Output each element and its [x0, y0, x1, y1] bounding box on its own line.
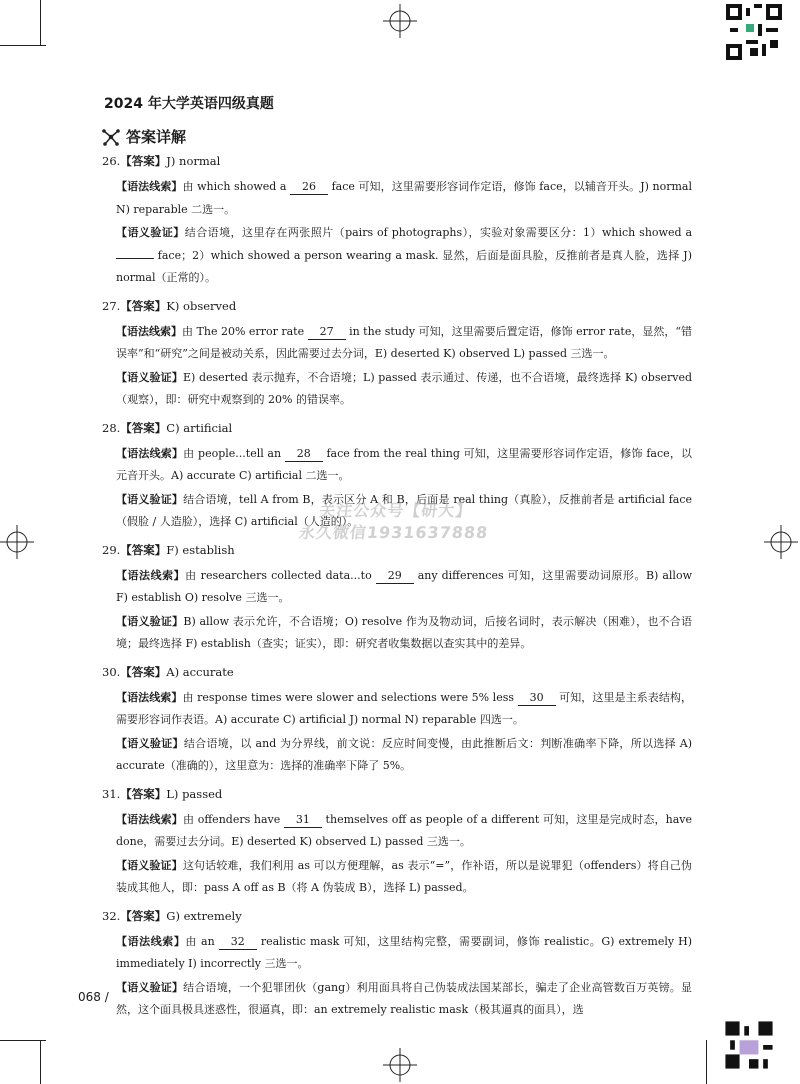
explanation-paragraph	[102, 611, 692, 656]
paragraph-tag: 【语法线索】	[116, 180, 183, 193]
paragraph-text: 由 people...tell an	[183, 446, 285, 460]
explanation-paragraph	[102, 443, 692, 488]
explanation-paragraph	[102, 855, 692, 900]
explanation-paragraph	[102, 176, 692, 221]
paragraph-text: 可知，这里是主系表结构，需要形容词作表语。A) accurate C) artificial J) normal N) reparable 四选一。	[116, 690, 693, 726]
molecule-icon	[102, 128, 120, 146]
paragraph-text: face；2）which showed a person wearing a mask. 显然，后面是面具脸，反推前者是真人脸，选择 J) normal（正常的）。	[116, 248, 692, 284]
paragraph-tag: 【语法线索】	[116, 690, 183, 704]
crop-mark	[0, 45, 46, 46]
answer-tag: 【答案】	[120, 298, 167, 313]
answer-value: G) extremely	[166, 908, 242, 923]
paragraph-text: 由 researchers collected data...to	[185, 568, 376, 582]
answer-tag: 【答案】	[120, 420, 167, 435]
watermark-line: 永久微信1931637888	[297, 523, 490, 542]
watermark	[298, 500, 492, 544]
question-number: 26.	[102, 154, 121, 168]
section-heading	[102, 126, 186, 147]
crop-mark	[40, 1040, 41, 1084]
answer-value: J) normal	[166, 154, 221, 168]
paragraph-text: in the study 可知，这里需要后置定语，修饰 error rate，显然，“错误率”和“研究”之间是被动关系，因此需要过去分词，E) deserted K) observed L) passed 三选一。	[116, 324, 692, 360]
answer-item	[102, 542, 692, 656]
question-number: 31.	[102, 786, 121, 801]
page-number: 068 /	[78, 990, 109, 1004]
paragraph-text: 结合语境，一个犯罪团伙（gang）利用面具将自己伪装成法国某部长，骗走了企业高管数百万英镑。显然，这个面具极具迷惑性，很逼真，即：an extremely realistic mask（极其逼真的面具），选	[116, 980, 692, 1016]
explanation-paragraph	[102, 977, 692, 1022]
blank: 31	[284, 813, 322, 828]
answer-tag: 【答案】	[120, 154, 167, 168]
answer-tag: 【答案】	[120, 664, 167, 679]
registration-mark-icon	[383, 4, 417, 38]
question-number: 32.	[102, 908, 121, 923]
explanation-paragraph	[102, 367, 692, 412]
explanation-paragraph	[102, 565, 692, 610]
paragraph-text: 由 which showed a	[182, 180, 291, 193]
blank: 29	[376, 569, 414, 584]
paragraph-text: 结合语境，这里存在两张照片（pairs of photographs），实验对象需要区分：1）which showed a	[184, 226, 693, 239]
question-number: 27.	[102, 298, 121, 313]
question-number: 29.	[102, 542, 121, 557]
blank: 27	[308, 325, 346, 340]
blank	[116, 258, 154, 259]
paragraph-tag: 【语义验证】	[116, 736, 184, 750]
paragraph-text: 由 The 20% error rate	[182, 324, 308, 338]
answer-explanations	[102, 153, 692, 1030]
paragraph-text: 由 an	[185, 934, 219, 948]
qr-code-icon	[726, 4, 782, 60]
explanation-paragraph	[102, 222, 692, 290]
paragraph-text: B) allow 表示允许，不合语境；O) resolve 作为及物动词，后接名词时，表示解决（困难），也不合语境；最终选择 F) establish（查实；证实），即：研究者收集数据以查实其中的差异。	[116, 614, 692, 650]
paragraph-tag: 【语法线索】	[116, 568, 186, 582]
paragraph-text: 这句话较难，我们利用 as 可以方便理解，as 表示“=”，作补语，所以是说罪犯（offenders）将自己伪装成其他人，即：pass A off as B（将 A 伪装成 B），选择 L) passed。	[116, 858, 693, 894]
question-number: 30.	[102, 664, 121, 679]
paragraph-text: 由 response times were slower and selections were 5% less	[182, 690, 518, 704]
registration-mark-icon	[764, 525, 798, 559]
blank: 30	[518, 691, 556, 706]
paragraph-tag: 【语法线索】	[116, 446, 184, 460]
answer-tag: 【答案】	[120, 542, 167, 557]
explanation-paragraph	[102, 931, 692, 976]
paragraph-tag: 【语义验证】	[116, 614, 184, 628]
qr-code-icon	[716, 1012, 782, 1078]
answer-item	[102, 908, 692, 1022]
paragraph-text: E) deserted 表示抛弃，不合语境；L) passed 表示通过、传递，也不合语境，最终选择 K) observed（观察），即：研究中观察到的 20% 的错误率。	[116, 370, 693, 406]
paragraph-tag: 【语义验证】	[116, 980, 184, 994]
paragraph-tag: 【语法线索】	[116, 324, 183, 338]
paragraph-tag: 【语义验证】	[116, 226, 185, 239]
paragraph-text: face 可知，这里需要形容词作定语，修饰 face，以辅音开头。J) normal N) reparable 二选一。	[116, 180, 692, 216]
watermark-line: 关注公众号【研大】	[318, 501, 474, 520]
section-title: 答案详解	[126, 128, 187, 146]
paragraph-tag: 【语义验证】	[116, 858, 183, 872]
answer-value: L) passed	[166, 786, 223, 801]
paragraph-text: themselves off as people of a different 可知，这里是完成时态，have done，需要过去分词。E) deserted K) observed L) passed 三选一。	[116, 812, 692, 848]
crop-mark	[0, 1040, 46, 1041]
paragraph-text: any differences 可知，这里需要动词原形。B) allow F) establish O) resolve 三选一。	[116, 568, 692, 604]
blank: 28	[285, 447, 323, 462]
answer-value: K) observed	[166, 298, 237, 313]
registration-mark-icon	[383, 1048, 417, 1082]
answer-tag: 【答案】	[120, 786, 167, 801]
answer-item	[102, 664, 692, 778]
paragraph-tag: 【语法线索】	[116, 812, 183, 826]
answer-item	[102, 153, 692, 290]
explanation-paragraph	[102, 733, 692, 778]
answer-value: F) establish	[166, 542, 235, 557]
answer-value: C) artificial	[166, 420, 233, 435]
answer-value: A) accurate	[166, 664, 234, 679]
crop-mark	[706, 1040, 707, 1084]
question-number: 28.	[102, 420, 121, 435]
paragraph-text: 由 offenders have	[182, 812, 284, 826]
explanation-paragraph	[102, 321, 692, 366]
registration-mark-icon	[0, 525, 34, 559]
explanation-paragraph	[102, 687, 692, 732]
paragraph-text: realistic mask 可知，这里结构完整，需要副词，修饰 realistic。G) extremely H) immediately I) incorrectly 三选一。	[116, 934, 693, 970]
blank: 26	[290, 180, 328, 195]
answer-item	[102, 786, 692, 900]
explanation-paragraph	[102, 809, 692, 854]
paragraph-text: 结合语境，tell A from B，表示区分 A 和 B，后面是 real thing（真脸），反推前者是 artificial face（假脸 / 人造脸），选择 C) artificial（人造的）。	[116, 492, 692, 528]
paragraph-tag: 【语义验证】	[116, 370, 183, 384]
paragraph-text: face from the real thing 可知，这里需要形容词作定语，修饰 face，以元音开头。A) accurate C) artificial 二选一。	[116, 446, 693, 482]
answer-item	[102, 298, 692, 412]
crop-mark	[40, 0, 41, 46]
answer-tag: 【答案】	[120, 908, 167, 923]
paragraph-tag: 【语义验证】	[116, 492, 184, 506]
paragraph-text: 结合语境，以 and 为分界线，前文说：反应时间变慢，由此推断后文：判断准确率下降，所以选择 A) accurate（准确的），这里意为：选择的准确率下降了 5%。	[116, 736, 693, 772]
paragraph-tag: 【语法线索】	[116, 934, 186, 948]
page-header-title: 2024 年大学英语四级真题	[104, 96, 274, 112]
blank: 32	[219, 935, 257, 950]
